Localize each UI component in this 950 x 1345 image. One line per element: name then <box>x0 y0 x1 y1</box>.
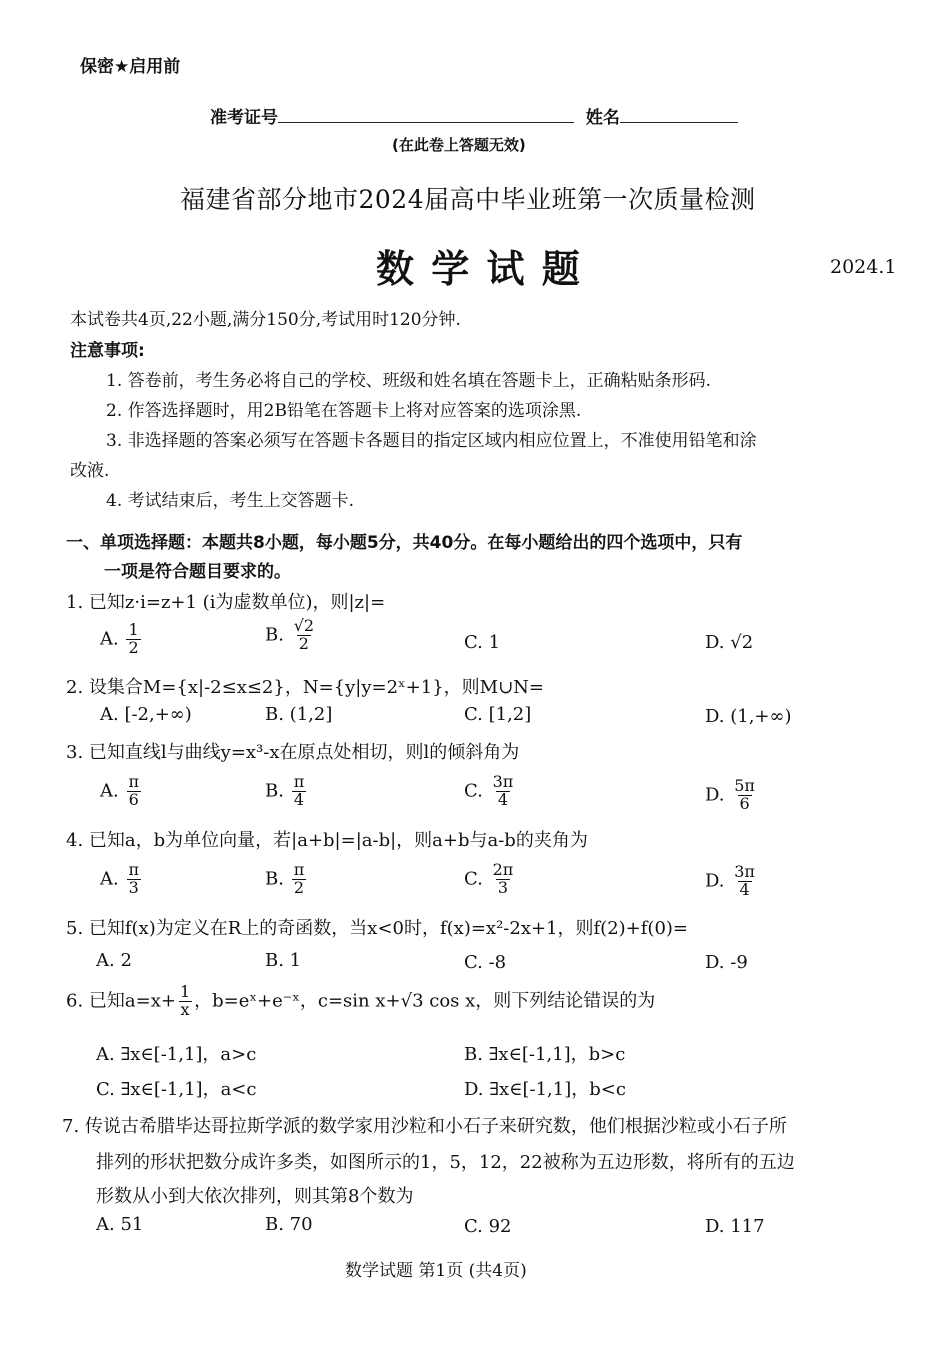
fraction <box>292 618 316 653</box>
fraction <box>126 862 141 897</box>
question-6-stem <box>66 984 655 1019</box>
candidate-id-row <box>210 103 738 128</box>
option-label: C. <box>464 780 483 802</box>
option-label: B. <box>265 868 284 890</box>
q6-option-c: C. ∃x∈[-1,1]，a<c <box>96 1079 257 1100</box>
q2-option-b: B. (1,2] <box>265 704 333 725</box>
q5-option-b: B. 1 <box>265 950 302 971</box>
option-label: C. <box>464 868 483 890</box>
denominator: 4 <box>497 789 509 809</box>
q5-option-a: A. 2 <box>96 950 132 971</box>
numerator: π <box>128 772 139 791</box>
fraction <box>732 864 757 899</box>
fraction <box>292 862 307 897</box>
q1-option-c: C. 1 <box>464 632 501 653</box>
section-1-heading: 一、单项选择题：本题共8小题，每小题5分，共40分。在每小题给出的四个选项中，只有 <box>66 533 743 553</box>
fraction <box>732 778 757 813</box>
option-label: B. <box>265 624 284 646</box>
question-2-stem: 2. 设集合M={x|-2≤x≤2}，N={y|y=2ˣ+1}，则M∪N= <box>66 677 545 698</box>
denominator: 6 <box>739 793 750 813</box>
denominator: 2 <box>128 637 139 657</box>
denominator: 3 <box>128 877 139 897</box>
fraction <box>491 862 516 897</box>
note-item: 4. 考试结束后，考生上交答题卡. <box>106 491 355 511</box>
q4-option-d <box>705 864 759 899</box>
notes-title: 注意事项: <box>70 341 145 361</box>
question-7-stem-cont: 排列的形状把数分成许多类，如图所示的1，5，12，22被称为五边形数，将所有的五边 <box>96 1152 795 1173</box>
numerator: 1 <box>128 620 139 639</box>
exam-date: 2024.1 <box>830 256 897 278</box>
numerator: √2 <box>293 616 315 635</box>
numerator: π <box>128 860 139 879</box>
q7-option-a: A. 51 <box>96 1214 144 1235</box>
q3-option-b <box>265 774 308 809</box>
name-label: 姓名 <box>585 108 620 128</box>
denominator: 4 <box>739 879 750 899</box>
q5-option-c: C. -8 <box>464 952 507 973</box>
candidate-id-label: 准考证号 <box>210 108 278 128</box>
question-1-stem: 1. 已知z·i=z+1 (i为虚数单位)，则|z|= <box>66 592 386 613</box>
denominator: 4 <box>293 789 305 809</box>
numerator: 3π <box>492 772 514 791</box>
q2-option-d: D. (1,+∞) <box>705 706 792 727</box>
numerator: 2π <box>492 860 514 879</box>
q7-option-c: C. 92 <box>464 1216 512 1237</box>
exam-title: 福建省部分地市2024届高中毕业班第一次质量检测 <box>180 185 756 214</box>
page-footer: 数学试题 第1页 (共4页) <box>345 1261 527 1281</box>
q4-option-c <box>464 862 517 897</box>
q3-option-a <box>100 774 143 809</box>
name-blank <box>620 106 738 123</box>
question-3-stem: 3. 已知直线l与曲线y=x³-x在原点处相切，则l的倾斜角为 <box>66 742 520 763</box>
q1-option-a <box>100 622 143 657</box>
note-item: 3. 非选择题的答案必须写在答题卡各题目的指定区域内相应位置上，不准使用铅笔和涂 <box>106 431 757 451</box>
numerator: 1 <box>179 982 191 1001</box>
candidate-id-blank <box>278 106 574 123</box>
denominator: x <box>180 999 190 1019</box>
q6-option-d: D. ∃x∈[-1,1]，b<c <box>464 1079 626 1100</box>
note-item: 1. 答卷前，考生务必将自己的学校、班级和姓名填在答题卡上，正确粘贴条形码. <box>106 371 712 391</box>
option-label: A. <box>100 868 119 890</box>
option-label: A. <box>100 780 119 802</box>
q6-option-a: A. ∃x∈[-1,1]，a>c <box>96 1044 257 1065</box>
q6-option-b: B. ∃x∈[-1,1]，b>c <box>464 1044 626 1065</box>
fraction <box>491 774 516 809</box>
question-7-stem: 7. 传说古希腊毕达哥拉斯学派的数学家用沙粒和小石子来研究数，他们根据沙粒或小石子所 <box>62 1116 787 1137</box>
note-item: 2. 作答选择题时，用2B铅笔在答题卡上将对应答案的选项涂黑. <box>106 401 582 421</box>
fraction <box>126 774 141 809</box>
fraction <box>178 984 192 1019</box>
denominator: 2 <box>293 877 305 897</box>
q2-option-a: A. [-2,+∞) <box>100 704 192 725</box>
denominator: 3 <box>497 877 509 897</box>
option-label: B. <box>265 780 284 802</box>
confidential-label: 保密★启用前 <box>80 57 181 77</box>
numerator: π <box>293 860 305 879</box>
q7-option-b: B. 70 <box>265 1214 313 1235</box>
denominator: 2 <box>298 633 309 653</box>
numerator: π <box>293 772 305 791</box>
numerator: 5π <box>734 776 755 795</box>
q7-option-d: D. 117 <box>705 1216 765 1237</box>
stem-part: 6. 已知a=x+ <box>66 990 176 1012</box>
denominator: 6 <box>128 789 139 809</box>
q1-option-d: D. √2 <box>705 632 754 653</box>
q2-option-c: C. [1,2] <box>464 704 532 725</box>
exam-summary: 本试卷共4页,22小题,满分150分,考试用时120分钟. <box>70 310 461 330</box>
q4-option-b <box>265 862 308 897</box>
subject-title: 数 学 试 题 <box>376 247 582 291</box>
question-7-stem-cont: 形数从小到大依次排列，则其第8个数为 <box>96 1186 414 1207</box>
note-item: 改液. <box>70 461 110 481</box>
q5-option-d: D. -9 <box>705 952 748 973</box>
invalid-note: (在此卷上答题无效) <box>392 136 526 154</box>
q3-option-c <box>464 774 517 809</box>
option-label: A. <box>100 628 119 650</box>
q1-option-b <box>265 618 318 653</box>
numerator: 3π <box>734 862 755 881</box>
question-5-stem: 5. 已知f(x)为定义在R上的奇函数，当x<0时，f(x)=x²-2x+1，则f(2)+f(0)= <box>66 918 689 939</box>
fraction <box>292 774 307 809</box>
fraction <box>126 622 140 657</box>
stem-part: ，b=eˣ+e⁻ˣ，c=sin x+√3 cos x，则下列结论错误的为 <box>194 990 656 1012</box>
question-4-stem: 4. 已知a，b为单位向量，若|a+b|=|a-b|，则a+b与a-b的夹角为 <box>66 830 588 851</box>
option-label: D. <box>705 870 725 892</box>
option-label: D. <box>705 784 725 806</box>
q3-option-d <box>705 778 759 813</box>
q4-option-a <box>100 862 143 897</box>
section-1-heading-cont: 一项是符合题目要求的。 <box>104 562 291 582</box>
